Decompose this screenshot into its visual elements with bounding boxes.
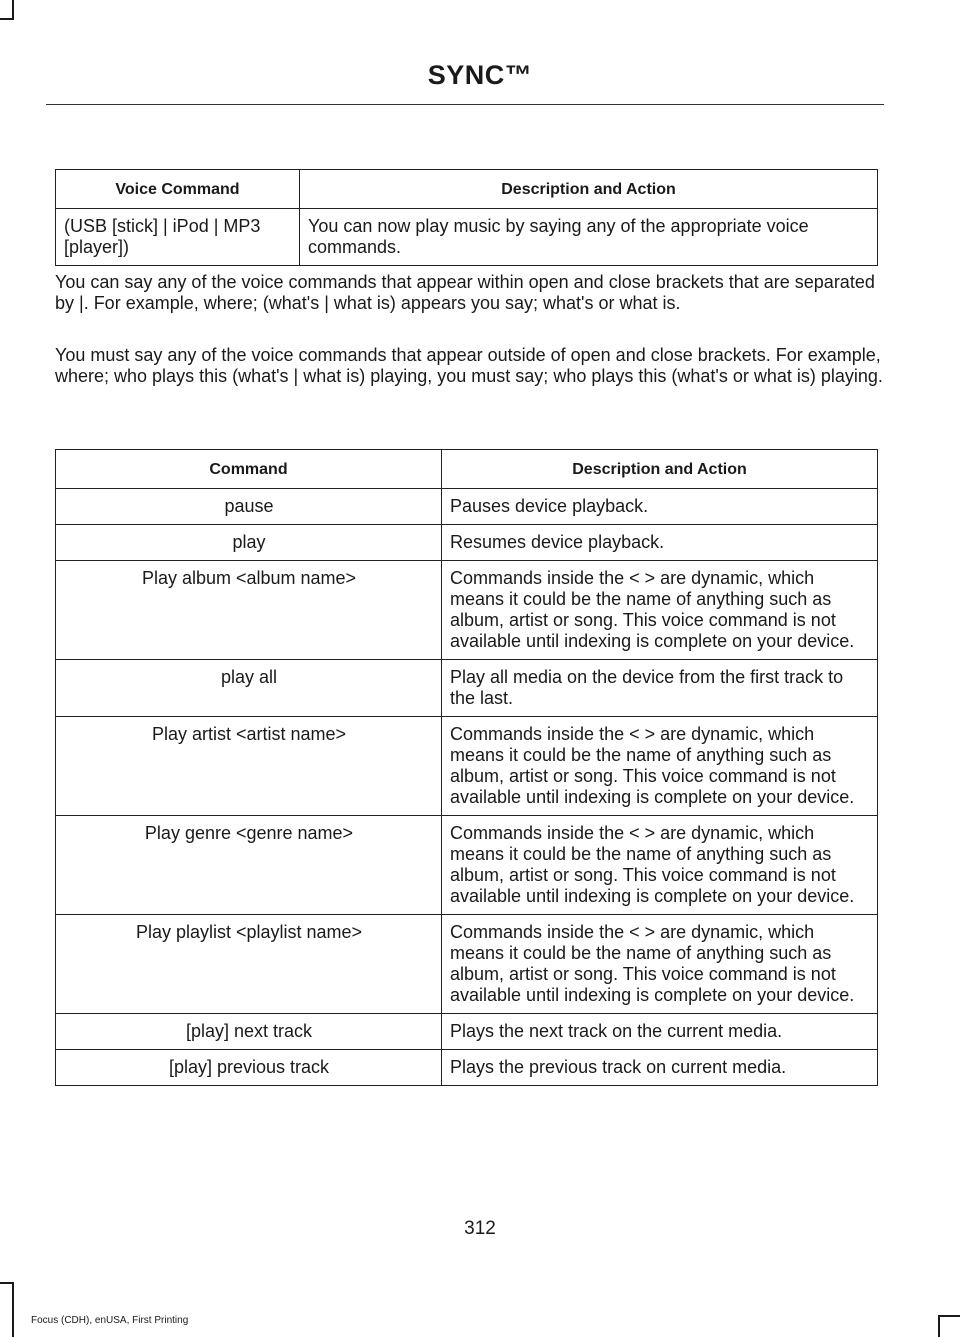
description-cell: Commands inside the < > are dynamic, which means it could be the name of anything such as album, artist or song. This voice command is not available until indexing is complete on your device.	[442, 717, 878, 816]
crop-mark	[12, 1282, 14, 1337]
crop-mark	[0, 18, 14, 20]
table-header-row	[56, 170, 878, 209]
command-cell: Play playlist <playlist name>	[56, 915, 442, 1014]
description-cell: Commands inside the < > are dynamic, which means it could be the name of anything such as album, artist or song. This voice command is not available until indexing is complete on your device.	[442, 915, 878, 1014]
description-cell: Commands inside the < > are dynamic, which means it could be the name of anything such as album, artist or song. This voice command is not available until indexing is complete on your device.	[442, 561, 878, 660]
table-header-row	[56, 450, 878, 489]
command-cell: Play genre <genre name>	[56, 816, 442, 915]
crop-mark	[938, 1315, 940, 1337]
crop-mark	[12, 0, 14, 20]
table-row	[56, 209, 878, 266]
command-cell: pause	[56, 489, 442, 525]
table-row	[56, 489, 878, 525]
crop-mark	[0, 1282, 14, 1284]
body-paragraph: You must say any of the voice commands that appear outside of open and close brackets. For example, where; who plays this (what's | what is) playing, you must say; who plays this (what's or what is) playing.	[55, 345, 883, 386]
description-cell: Resumes device playback.	[442, 525, 878, 561]
table-row	[56, 561, 878, 660]
command-cell: [play] previous track	[56, 1050, 442, 1086]
playback-command-table	[55, 449, 878, 1086]
description-cell: Play all media on the device from the first track to the last.	[442, 660, 878, 717]
command-cell: Play artist <artist name>	[56, 717, 442, 816]
table-row	[56, 660, 878, 717]
table-row	[56, 717, 878, 816]
command-cell: play	[56, 525, 442, 561]
page-title: SYNC™	[427, 60, 533, 90]
table-row	[56, 1014, 878, 1050]
command-cell: play all	[56, 660, 442, 717]
table-row	[56, 1050, 878, 1086]
table-row	[56, 915, 878, 1014]
column-header-command: Command	[56, 450, 442, 489]
command-cell: Play album <album name>	[56, 561, 442, 660]
voice-command-table	[55, 169, 878, 266]
header-divider	[46, 104, 884, 105]
command-cell: [play] next track	[56, 1014, 442, 1050]
column-header-description: Description and Action	[442, 450, 878, 489]
description-cell: Plays the previous track on current media.	[442, 1050, 878, 1086]
crop-mark	[940, 1315, 960, 1317]
description-cell: Pauses device playback.	[442, 489, 878, 525]
description-cell: You can now play music by saying any of the appropriate voice commands.	[300, 209, 878, 266]
body-paragraph: You can say any of the voice commands that appear within open and close brackets that are separated by |. For example, where; (what's | what is) appears you say; what's or what is.	[55, 272, 875, 313]
column-header-voice-command: Voice Command	[56, 170, 300, 209]
page-number: 312	[464, 1218, 496, 1239]
command-cell: (USB [stick] | iPod | MP3 [player])	[56, 209, 300, 266]
column-header-description: Description and Action	[300, 170, 878, 209]
footer-text: Focus (CDH), enUSA, First Printing	[31, 1315, 189, 1326]
description-cell: Plays the next track on the current media.	[442, 1014, 878, 1050]
table-row	[56, 816, 878, 915]
description-cell: Commands inside the < > are dynamic, which means it could be the name of anything such as album, artist or song. This voice command is not available until indexing is complete on your device.	[442, 816, 878, 915]
table-row	[56, 525, 878, 561]
